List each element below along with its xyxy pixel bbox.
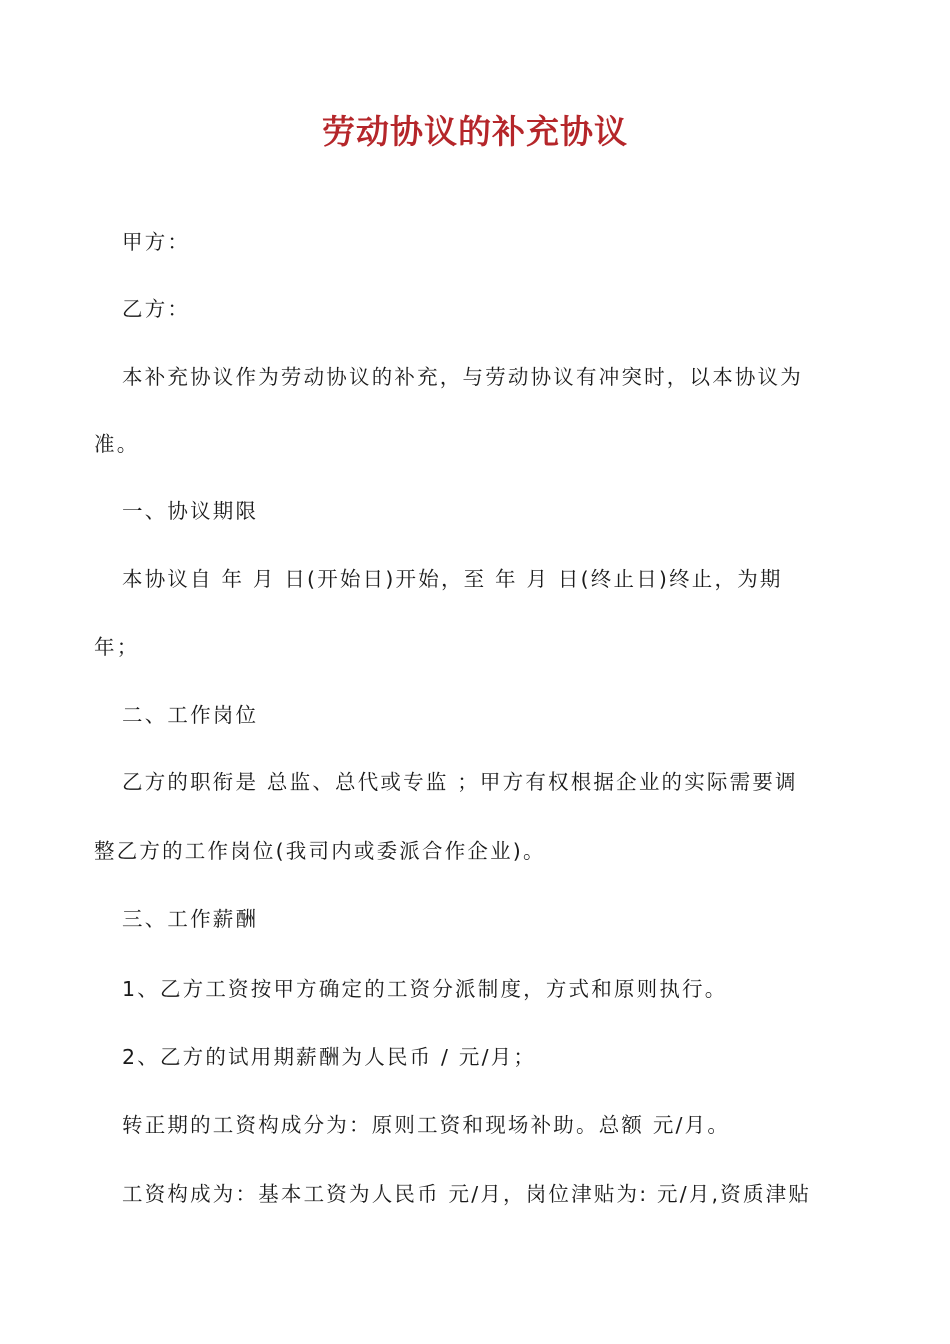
party-a-line: 甲方： (122, 230, 191, 254)
term-paragraph-line-1: 本协议自 年 月 日(开始日)开始，至 年 月 日(终止日)终止，为期 (122, 567, 783, 591)
party-b-line: 乙方： (122, 297, 191, 321)
salary-item-1: 1、乙方工资按甲方确定的工资分派制度，方式和原则执行。 (122, 977, 728, 1001)
term-paragraph-line-2: 年； (94, 635, 140, 659)
position-paragraph-line-2: 整乙方的工作岗位(我司内或委派合作企业)。 (94, 839, 546, 863)
document-title: 劳动协议的补充协议 (322, 112, 628, 151)
section-heading-term: 一、协议期限 (122, 499, 259, 523)
salary-regular-line: 转正期的工资构成分为：原则工资和现场补助。总额 元/月。 (122, 1113, 731, 1137)
position-paragraph-line-1: 乙方的职衔是 总监、总代或专监 ；甲方有权根据企业的实际需要调 (122, 770, 798, 794)
intro-paragraph-line-2: 准。 (94, 432, 140, 456)
section-heading-position: 二、工作岗位 (122, 703, 259, 727)
section-heading-salary: 三、工作薪酬 (122, 907, 259, 931)
salary-item-2: 2、乙方的试用期薪酬为人民币 / 元/月； (122, 1045, 537, 1069)
salary-structure-line: 工资构成为：基本工资为人民币 元/月，岗位津贴为: 元/月,资质津贴 (122, 1182, 812, 1206)
intro-paragraph-line-1: 本补充协议作为劳动协议的补充，与劳动协议有冲突时，以本协议为 (122, 365, 803, 389)
